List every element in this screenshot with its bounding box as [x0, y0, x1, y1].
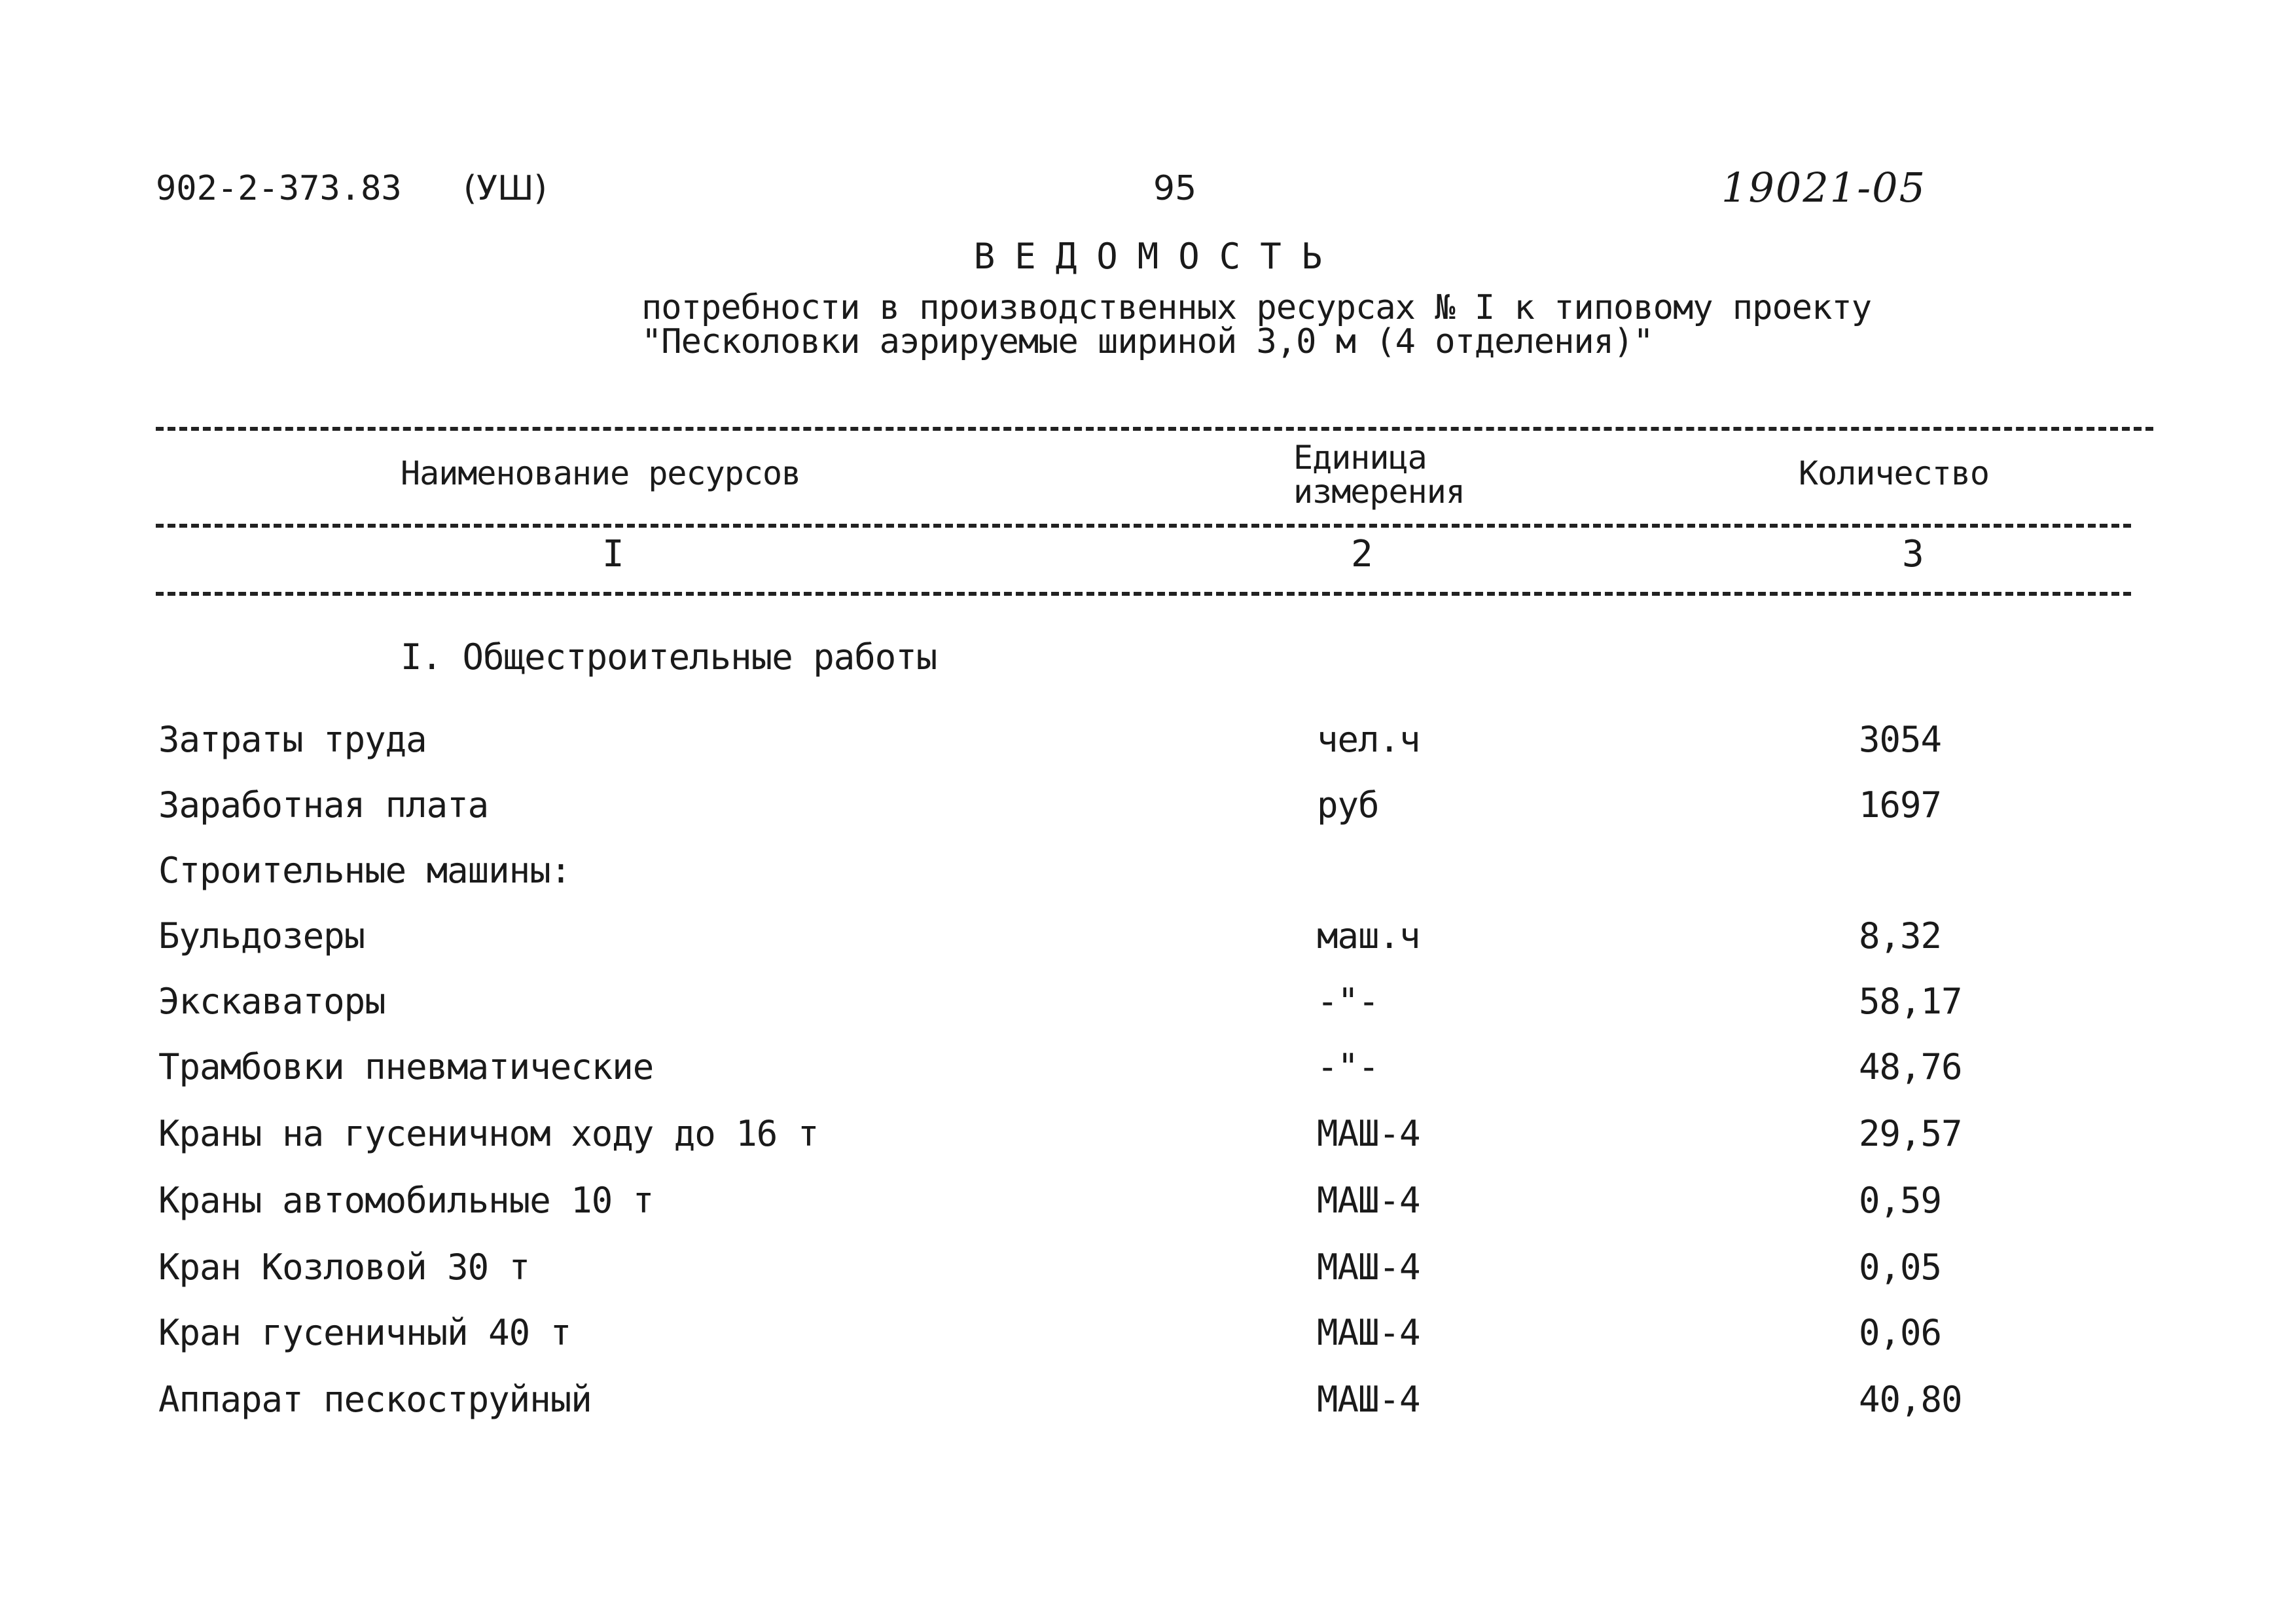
inventory-number: 19021-05 — [1721, 164, 1927, 211]
resource-quantity: 40,80 — [1859, 1379, 1962, 1420]
resource-quantity: 58,17 — [1859, 981, 1962, 1022]
resource-name: Кран гусеничный 40 т — [158, 1312, 571, 1353]
table-row — [0, 1046, 2296, 1112]
resource-name: Краны на гусеничном ходу до 16 т — [158, 1113, 819, 1154]
column-number-2: 2 — [1351, 533, 1373, 575]
table-top-rule — [156, 427, 2153, 431]
resource-quantity: 29,57 — [1859, 1113, 1962, 1154]
table-row — [0, 915, 2296, 981]
document-title: ВЕДОМОСТЬ — [973, 236, 1342, 277]
document-subtitle-line2: "Песколовки аэрируемые шириной 3,0 м (4 отделения)" — [641, 322, 1653, 361]
table-row — [0, 1312, 2296, 1377]
resource-name: Кран Козловой 30 т — [158, 1247, 530, 1288]
table-row — [0, 1180, 2296, 1245]
resource-name: Строительные машины: — [158, 850, 571, 891]
resource-unit: МАШ-4 — [1317, 1312, 1420, 1353]
table-row — [0, 719, 2296, 784]
table-row — [0, 1113, 2296, 1178]
resource-unit: чел.ч — [1317, 719, 1420, 760]
table-header-rule — [156, 524, 2131, 528]
resource-unit: МАШ-4 — [1317, 1379, 1420, 1420]
column-header-unit-line2: измерения — [1293, 473, 1465, 511]
resource-quantity: 8,32 — [1859, 915, 1942, 957]
table-row — [0, 981, 2296, 1046]
resource-name: Аппарат пескоструйный — [158, 1379, 592, 1420]
section-title: I. Общестроительные работы — [401, 636, 937, 678]
resource-quantity: 1697 — [1859, 784, 1942, 826]
column-header-quantity: Количество — [1799, 454, 1990, 492]
column-number-1: I — [602, 533, 624, 575]
resource-unit: -"- — [1317, 981, 1379, 1022]
table-row — [0, 850, 2296, 915]
section-code: (УШ) — [463, 169, 547, 208]
resource-name: Заработная плата — [158, 784, 489, 826]
resource-name: Трамбовки пневматические — [158, 1046, 654, 1087]
resource-name: Бульдозеры — [158, 915, 365, 957]
table-columns-rule — [156, 592, 2131, 596]
resource-unit: -"- — [1317, 1046, 1379, 1087]
project-code: 902-2-373.83 — [156, 169, 402, 208]
resource-quantity: 3054 — [1859, 719, 1942, 760]
resource-unit: МАШ-4 — [1317, 1180, 1420, 1221]
resource-quantity: 48,76 — [1859, 1046, 1962, 1087]
resource-name: Краны автомобильные 10 т — [158, 1180, 654, 1221]
resource-quantity: 0,05 — [1859, 1247, 1942, 1288]
resource-quantity: 0,59 — [1859, 1180, 1942, 1221]
column-number-3: 3 — [1902, 533, 1924, 575]
resource-unit: МАШ-4 — [1317, 1247, 1420, 1288]
column-header-name: Наименование ресурсов — [401, 454, 801, 492]
resource-unit: руб — [1317, 784, 1379, 826]
document-subtitle-line1: потребности в производственных ресурсах № I к типовому проекту — [641, 288, 1872, 327]
resource-name: Затраты труда — [158, 719, 427, 760]
resource-unit: маш.ч — [1317, 915, 1420, 957]
resource-name: Экскаваторы — [158, 981, 386, 1022]
table-row — [0, 784, 2296, 850]
table-row — [0, 1379, 2296, 1444]
column-header-unit-line1: Единица — [1293, 439, 1427, 477]
table-row — [0, 1247, 2296, 1312]
resource-quantity: 0,06 — [1859, 1312, 1942, 1353]
resource-unit: МАШ-4 — [1317, 1113, 1420, 1154]
page-number: 95 — [1153, 169, 1197, 208]
